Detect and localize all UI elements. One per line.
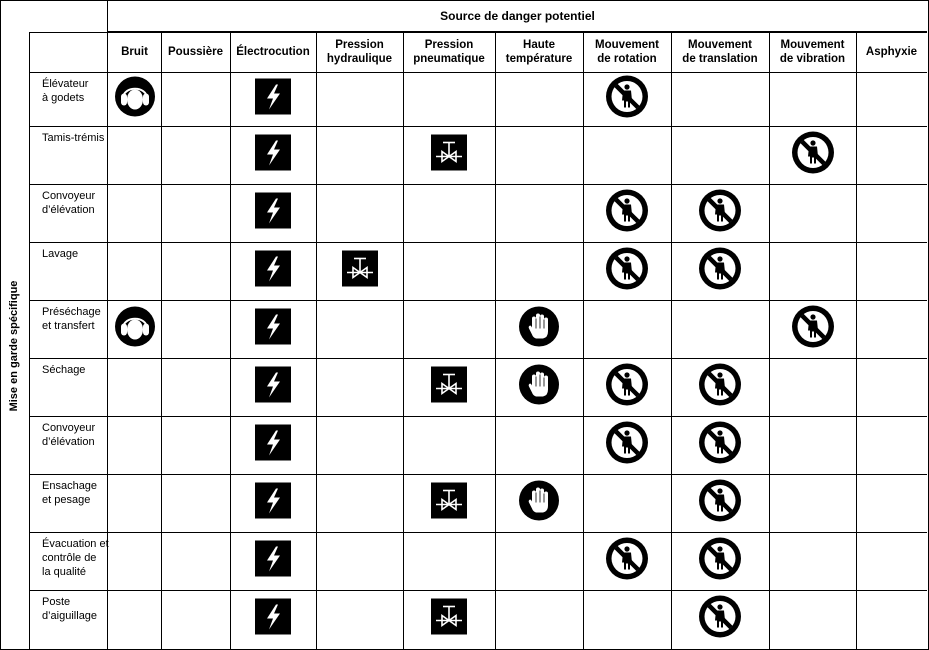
column-rule	[856, 32, 857, 649]
row-label: Évacuation et contrôle de la qualité	[42, 538, 109, 578]
column-rule	[403, 32, 404, 649]
no-access-icon	[699, 480, 741, 527]
electrical-hazard-icon	[255, 309, 291, 350]
pressure-valve-icon	[431, 135, 467, 176]
electrical-hazard-icon	[255, 541, 291, 582]
column-header: Pression pneumatique	[413, 39, 485, 65]
column-rule	[230, 32, 231, 649]
no-access-icon	[699, 248, 741, 295]
column-rule	[495, 32, 496, 649]
electrical-hazard-icon	[255, 193, 291, 234]
electrical-hazard-icon	[255, 425, 291, 466]
no-access-icon	[699, 538, 741, 585]
electrical-hazard-icon	[255, 251, 291, 292]
row-label: Convoyeur d’élévation	[42, 190, 96, 216]
row-rule	[29, 126, 927, 127]
row-label: Convoyeur d’élévation	[42, 422, 96, 448]
pressure-valve-icon	[431, 483, 467, 524]
no-access-icon	[699, 596, 741, 643]
no-access-icon	[606, 248, 648, 295]
pressure-valve-icon	[342, 251, 378, 292]
row-label: Séchage	[42, 364, 86, 376]
column-rule	[161, 32, 162, 649]
row-rule	[29, 300, 927, 301]
column-header: Haute température	[505, 39, 573, 65]
no-access-icon	[699, 422, 741, 469]
row-rule	[29, 474, 927, 475]
row-rule	[29, 590, 927, 591]
no-access-icon	[792, 132, 834, 179]
hand-protection-icon	[519, 307, 559, 352]
no-access-icon	[606, 364, 648, 411]
side-header: Mise en garde spécifique	[8, 280, 20, 412]
electrical-hazard-icon	[255, 599, 291, 640]
no-access-icon	[606, 76, 648, 123]
no-access-icon	[606, 538, 648, 585]
no-access-icon	[606, 422, 648, 469]
row-rule	[29, 358, 927, 359]
electrical-hazard-icon	[255, 135, 291, 176]
side-header-cell	[0, 1, 29, 649]
row-label: Poste d’aiguillage	[42, 596, 98, 622]
no-access-icon	[606, 190, 648, 237]
electrical-hazard-icon	[255, 483, 291, 524]
row-rule	[29, 184, 927, 185]
column-header: Électrocution	[236, 46, 310, 58]
column-header: Pression hydraulique	[326, 39, 393, 65]
side-column-rule	[29, 32, 30, 649]
ear-protection-icon	[115, 77, 155, 122]
column-rule	[671, 32, 672, 649]
hand-protection-icon	[519, 481, 559, 526]
column-header: Poussière	[168, 46, 223, 58]
pressure-valve-icon	[431, 367, 467, 408]
column-rule	[316, 32, 317, 649]
no-access-icon	[699, 364, 741, 411]
pressure-valve-icon	[431, 599, 467, 640]
super-header: Source de danger potentiel	[440, 9, 595, 23]
row-label: Ensachage et pesage	[42, 480, 98, 506]
column-header: Bruit	[121, 46, 148, 58]
ear-protection-icon	[115, 307, 155, 352]
column-header: Asphyxie	[865, 46, 918, 58]
row-rule	[29, 72, 927, 73]
row-rule	[29, 416, 927, 417]
column-rule	[583, 32, 584, 649]
column-header: Mouvement de translation	[682, 39, 758, 65]
column-rule	[769, 32, 770, 649]
row-label: Préséchage et transfert	[42, 306, 101, 332]
column-header: Mouvement de rotation	[595, 39, 659, 65]
row-rule	[29, 532, 927, 533]
column-header: Mouvement de vibration	[779, 39, 846, 65]
no-access-icon	[699, 190, 741, 237]
no-access-icon	[792, 306, 834, 353]
electrical-hazard-icon	[255, 367, 291, 408]
row-label: Lavage	[42, 248, 79, 260]
electrical-hazard-icon	[255, 79, 291, 120]
row-rule	[29, 242, 927, 243]
row-label: Élévateur à godets	[42, 78, 89, 104]
hand-protection-icon	[519, 365, 559, 410]
row-label: Tamis-trémis	[42, 132, 105, 144]
